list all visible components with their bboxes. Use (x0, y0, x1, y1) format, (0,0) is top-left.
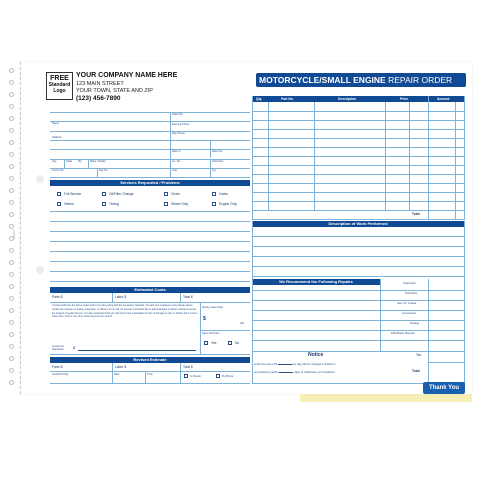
label-date-out: Date Out (212, 150, 223, 153)
service-label-oil-filter-change: Oil/Filter Change (109, 192, 134, 196)
revised-authorized-by: Authorized By (52, 373, 69, 376)
tractor-hole (9, 344, 14, 349)
logo-box (46, 72, 73, 100)
tax-label: Tax (416, 353, 422, 357)
service-label-full-service: Full Service (64, 192, 82, 196)
label-taken-by: Taken By (172, 113, 183, 116)
checkbox-engine-only[interactable] (212, 202, 216, 206)
company-name: YOUR COMPANY NAME HERE (76, 72, 178, 79)
form-title-main: MOTORCYCLE/SMALL ENGINE (259, 75, 386, 85)
checkbox-wheel-only[interactable] (164, 202, 168, 206)
tractor-hole (9, 140, 14, 145)
tractor-hole (9, 116, 14, 121)
label-date-in: Date In (172, 150, 181, 153)
gas-oil-grease-label: Gas, Oil, Grease (397, 302, 417, 305)
service-label-wheel-only: Wheel Only (171, 202, 189, 206)
notice-blank-fee[interactable] (278, 364, 292, 365)
company-street: 123 MAIN STREET (76, 81, 124, 87)
tractor-hole (9, 104, 14, 109)
hourly-rate-dollar: $ (203, 316, 206, 322)
tractor-hole (9, 248, 14, 253)
services-header: Services Requested / Problems (50, 180, 250, 186)
tractor-hole (9, 260, 14, 265)
authorization-paragraph: I hereby authorize the above repair work to be done along with the necessary materials. You and your employees may operate above vehicle for purposes of testing, inspection, or delivery at my risk. An express mechanics lien is acknowledged on above vehicle to secure the amount of repairs thereto. It is also understood that you will not be held responsible for loss or damage to cars or articles left in cars in case of fire, theft or any other cause beyond your control. (52, 304, 198, 319)
service-label-engine-only: Engine Only (219, 202, 237, 206)
tractor-hole (9, 320, 14, 325)
notice-line-1a: A Service Fee of $ (254, 362, 277, 366)
tractor-hole (9, 224, 14, 229)
perforation-line (20, 62, 21, 394)
tractor-hole (9, 128, 14, 133)
hourly-labor-rate-label: Hourly Labor Rate (202, 306, 224, 309)
parts-total-label: Total (412, 212, 420, 216)
label-frame-no: Frame No. (52, 169, 65, 172)
tractor-hole (9, 356, 14, 361)
label-address: Address (52, 136, 62, 139)
form-title (259, 75, 452, 85)
tractor-hole (9, 332, 14, 337)
revised-labor: Labor $ (115, 365, 127, 369)
punch-circle (36, 175, 44, 183)
tractor-hole (9, 380, 14, 385)
label-evening-phone: Evening Phone (172, 123, 190, 126)
col-header-qty: Qty. (256, 97, 263, 101)
side-text: ASSIST (13, 230, 16, 239)
notice-header: Notice (308, 352, 324, 358)
label-zip: Zip (78, 160, 82, 163)
work-performed-header: Description of Work Performed (252, 221, 464, 227)
form-title-sub: REPAIR ORDER (388, 75, 453, 85)
hourly-rate-unit: HR. (240, 322, 245, 325)
label-lic-no: Lic. No. (172, 160, 181, 163)
service-label-valves: Valves (64, 202, 74, 206)
punch-circle (36, 266, 44, 274)
label-odometer: Odometer (212, 160, 224, 163)
revised-header: Revised Estimate (50, 357, 250, 363)
in-person-label: In Person (190, 375, 202, 378)
checkbox-by-phone[interactable] (216, 374, 220, 378)
tractor-hole (9, 92, 14, 97)
estimate-total: Total $ (183, 295, 193, 299)
label-key-no: Key No. (99, 169, 109, 172)
estimate-header: Estimated Costs (50, 287, 250, 293)
save-parts-no-label: No (235, 341, 240, 345)
by-phone-label: By Phone (222, 375, 234, 378)
tractor-hole (9, 164, 14, 169)
estimate-parts: Parts $ (52, 295, 63, 299)
label-year: Year (172, 169, 178, 172)
tractor-hole (9, 308, 14, 313)
checkbox-chain[interactable] (164, 192, 168, 196)
accessories-label: Accessories (402, 312, 416, 315)
tractor-hole (9, 272, 14, 277)
service-label-timing: Timing (109, 202, 119, 206)
tractor-hole (9, 284, 14, 289)
tractor-hole (9, 152, 14, 157)
tractor-hole (9, 212, 14, 217)
tractor-hole (9, 296, 14, 301)
label-make-model: Make / Model (90, 160, 106, 163)
label-cyl: Cyl (212, 169, 216, 172)
thank-you-text: Thank You (428, 385, 460, 391)
revised-date: Date (114, 373, 120, 376)
estimate-labor: Labor $ (115, 295, 127, 299)
signature-label: Customer Signature (52, 344, 65, 351)
logo-line-free: FREE (50, 75, 69, 82)
col-header-amount: Amount (437, 97, 450, 101)
tractor-hole (9, 200, 14, 205)
tractor-hole (9, 188, 14, 193)
checkbox-valves[interactable] (57, 202, 61, 206)
checkbox-save-parts-no[interactable] (228, 341, 232, 345)
revised-parts: Parts $ (52, 365, 63, 369)
notice-line-1b: per day will be charged if vehicle is (292, 362, 336, 366)
company-phone: (123) 456-7890 (76, 95, 121, 102)
thank-you-badge (423, 382, 465, 394)
company-city: YOUR TOWN, STATE AND ZIP (76, 88, 153, 94)
signature-x: X (73, 346, 76, 350)
tractor-hole (9, 80, 14, 85)
checkbox-timing[interactable] (102, 202, 106, 206)
total-parts-label: Total Parts (405, 292, 418, 295)
checkbox-carbs[interactable] (212, 192, 216, 196)
tractor-hole (9, 176, 14, 181)
col-header-price: Price (400, 97, 409, 101)
total-labor-label: Total Labor (403, 282, 416, 285)
storage-label: Storage (410, 322, 420, 325)
save-old-parts-label: Save Old Parts (202, 332, 220, 335)
grand-total-label: Total (412, 369, 420, 373)
revised-time: Time (147, 373, 153, 376)
label-state: State (66, 160, 73, 163)
logo-line-logo: Logo (53, 88, 66, 94)
logo-line-standard: Standard (48, 82, 71, 88)
notice-line-1 (254, 363, 336, 366)
epa-waste-label: EPA/Waste Disposal (391, 332, 415, 335)
col-header-part-no: Part No. (281, 97, 294, 101)
label-name: Name (52, 122, 59, 125)
checkbox-in-person[interactable] (184, 374, 188, 378)
label-city: City (52, 160, 57, 163)
checkbox-oil-filter-change[interactable] (102, 192, 106, 196)
tractor-hole (9, 368, 14, 373)
checkbox-save-parts-yes[interactable] (204, 341, 208, 345)
notice-line-2b: days of notification of completion. (294, 370, 336, 374)
service-label-chain: Chain (171, 192, 180, 196)
revised-total: Total $ (183, 365, 193, 369)
notice-line-2 (254, 371, 336, 374)
save-parts-yes-label: Yes (211, 341, 217, 345)
notice-blank-days[interactable] (279, 372, 293, 373)
col-header-description: Description (338, 97, 357, 101)
service-label-carbs: Carbs (219, 192, 228, 196)
recommend-header: We Recommend the Following Repairs (252, 279, 380, 285)
label-day-phone: Day Phone (172, 132, 185, 135)
checkbox-full-service[interactable] (57, 192, 61, 196)
tractor-hole (9, 68, 14, 73)
signature-line[interactable] (78, 350, 196, 351)
notice-line-2a: not picked up within (254, 370, 279, 374)
